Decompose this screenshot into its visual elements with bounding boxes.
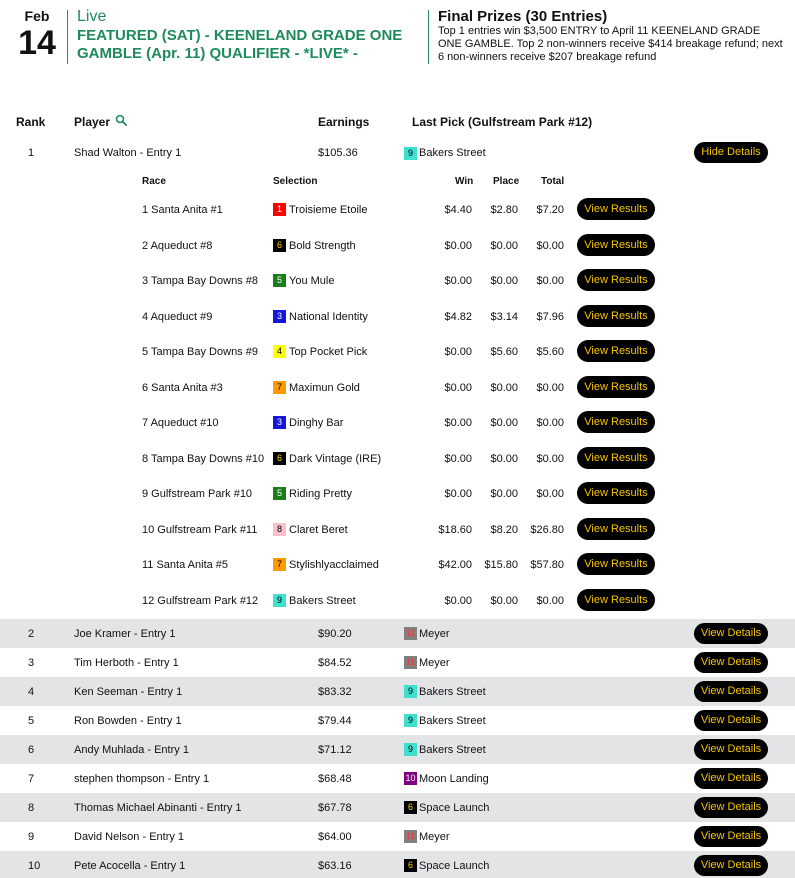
selection-name: Claret Beret <box>289 523 348 536</box>
post-number-badge: 9 <box>404 743 417 756</box>
earnings-value: $64.00 <box>318 831 352 843</box>
total-value: $0.00 <box>536 275 564 287</box>
view-details-button[interactable]: View Details <box>694 768 768 789</box>
race-column-header: Race <box>142 176 166 187</box>
place-value: $0.00 <box>490 275 518 287</box>
player-name: stephen thompson - Entry 1 <box>74 773 210 785</box>
standings-row <box>0 706 795 735</box>
win-value: $0.00 <box>444 381 472 394</box>
date-day: 14 <box>18 24 56 62</box>
last-pick-name: Bakers Street <box>419 744 486 756</box>
post-number-badge: 6 <box>273 452 286 465</box>
total-value: $0.00 <box>536 594 564 607</box>
rank-value: 7 <box>28 773 35 785</box>
race-detail-row <box>0 405 795 440</box>
last-pick-name: Meyer <box>419 657 450 669</box>
win-value: $0.00 <box>444 594 472 607</box>
race-name: 11 Santa Anita #5 <box>142 559 229 571</box>
selection-name: You Mule <box>289 275 335 287</box>
selection-name: National Identity <box>289 310 368 323</box>
total-column-header: Total <box>541 176 565 187</box>
standings-row <box>0 851 795 878</box>
rank-value: 4 <box>28 686 35 698</box>
race-detail-row <box>0 192 795 227</box>
contest-header <box>0 0 795 70</box>
rank-value: 5 <box>28 715 35 727</box>
post-number-badge: 7 <box>273 558 286 571</box>
selection-name: Stylishlyacclaimed <box>289 559 379 571</box>
post-number-badge: 5 <box>273 487 286 500</box>
player-column-header: Player <box>74 115 111 129</box>
race-detail-row <box>0 263 795 298</box>
player-name: Thomas Michael Abinanti - Entry 1 <box>74 802 242 814</box>
last-pick-name: Bakers Street <box>419 715 486 727</box>
earnings-value: $105.36 <box>318 147 358 159</box>
last-pick-name: Moon Landing <box>419 773 489 785</box>
earnings-value: $68.48 <box>318 773 352 785</box>
total-value: $0.00 <box>536 488 564 500</box>
selection-name: Riding Pretty <box>289 488 352 500</box>
prizes-description: Top 1 entries win $3,500 ENTRY to April 11 KEENELAND GRADE ONE GAMBLE. Top 2 non-winners receive $414 breakage refund; next 6 non-winners receive $207 breakage refund <box>438 25 783 63</box>
earnings-value: $79.44 <box>318 715 352 727</box>
place-value: $15.80 <box>484 559 518 571</box>
post-number-badge: 11 <box>405 657 416 667</box>
total-value: $0.00 <box>536 417 564 429</box>
race-detail-row <box>0 547 795 582</box>
win-value: $0.00 <box>444 346 472 358</box>
race-name: 7 Aqueduct #10 <box>142 417 219 429</box>
player-name: Ken Seeman - Entry 1 <box>74 686 183 698</box>
view-details-button[interactable]: View Details <box>694 826 768 847</box>
post-number-badge: 11 <box>405 628 416 638</box>
rank-column-header: Rank <box>16 115 46 129</box>
player-name: Pete Acocella - Entry 1 <box>74 860 186 872</box>
place-value: $0.00 <box>490 417 518 429</box>
selection-name: Bakers Street <box>289 594 356 607</box>
selection-name: Maximun Gold <box>289 381 360 394</box>
post-number-badge: 9 <box>404 147 417 160</box>
view-details-button[interactable]: View Details <box>694 739 768 760</box>
place-value: $8.20 <box>490 523 518 536</box>
post-number-badge: 9 <box>404 714 417 727</box>
post-number-badge: 9 <box>404 685 417 698</box>
standings-row <box>0 619 795 648</box>
view-results-button[interactable]: View Results <box>577 411 655 433</box>
standings-row <box>0 677 795 706</box>
race-detail-row <box>0 476 795 511</box>
view-details-button[interactable]: View Details <box>694 681 768 702</box>
total-value: $7.20 <box>536 204 564 216</box>
place-value: $5.60 <box>490 346 518 358</box>
win-value: $4.40 <box>444 204 472 216</box>
last-pick-name: Bakers Street <box>419 147 486 159</box>
earnings-column-header: Earnings <box>318 115 370 129</box>
post-number-badge: 8 <box>273 523 286 536</box>
view-details-button[interactable]: View Details <box>694 710 768 731</box>
place-value: $3.14 <box>490 310 518 323</box>
live-status: Live <box>77 8 107 25</box>
win-value: $0.00 <box>444 417 472 429</box>
post-number-badge: 6 <box>404 859 417 872</box>
last-pick-name: Space Launch <box>419 860 490 872</box>
rank-value: 6 <box>28 744 35 756</box>
selection-name: Top Pocket Pick <box>289 346 368 358</box>
earnings-value: $84.52 <box>318 657 352 669</box>
standings-row <box>0 793 795 822</box>
win-column-header: Win <box>455 176 474 187</box>
standings-row <box>0 735 795 764</box>
post-number-badge: 6 <box>404 801 417 814</box>
view-results-button[interactable]: View Results <box>577 305 655 327</box>
place-value: $0.00 <box>490 488 518 500</box>
race-detail-row <box>0 370 795 405</box>
view-results-button[interactable]: View Results <box>577 198 655 220</box>
player-name: Tim Herboth - Entry 1 <box>74 657 179 669</box>
selection-column-header: Selection <box>273 176 318 187</box>
view-results-button[interactable]: View Results <box>577 340 655 362</box>
view-results-button[interactable]: View Results <box>577 376 655 398</box>
race-name: 8 Tampa Bay Downs #10 <box>142 452 265 465</box>
race-detail-row <box>0 228 795 263</box>
rank-value: 3 <box>28 657 35 669</box>
win-value: $0.00 <box>444 239 472 252</box>
last-pick-name: Meyer <box>419 831 450 843</box>
total-value: $5.60 <box>536 346 564 358</box>
player-name: Joe Kramer - Entry 1 <box>74 628 176 640</box>
post-number-badge: 3 <box>273 310 286 323</box>
race-detail-row <box>0 583 795 618</box>
view-results-button[interactable]: View Results <box>577 234 655 256</box>
view-results-button[interactable]: View Results <box>577 269 655 291</box>
last-pick-name: Space Launch <box>419 802 490 814</box>
place-value: $0.00 <box>490 452 518 465</box>
last-pick-column-header: Last Pick (Gulfstream Park #12) <box>412 115 593 129</box>
total-value: $0.00 <box>536 381 564 394</box>
place-column-header: Place <box>493 176 520 187</box>
win-value: $0.00 <box>444 452 472 465</box>
win-value: $0.00 <box>444 488 472 500</box>
selection-name: Bold Strength <box>289 239 356 252</box>
rank-value: 10 <box>28 860 41 872</box>
race-name: 5 Tampa Bay Downs #9 <box>142 346 258 358</box>
post-number-badge: 4 <box>273 345 286 358</box>
earnings-value: $63.16 <box>318 860 352 872</box>
total-value: $57.80 <box>530 559 564 571</box>
race-detail-row <box>0 512 795 547</box>
earnings-value: $83.32 <box>318 686 352 698</box>
player-name: Ron Bowden - Entry 1 <box>74 715 182 727</box>
header-divider <box>428 10 429 64</box>
total-value: $26.80 <box>530 523 564 536</box>
header-divider <box>67 10 68 64</box>
last-pick-name: Meyer <box>419 628 450 640</box>
player-name: Shad Walton - Entry 1 <box>74 147 182 159</box>
earnings-value: $90.20 <box>318 628 352 640</box>
post-number-badge: 3 <box>273 416 286 429</box>
player-name: Andy Muhlada - Entry 1 <box>74 744 189 756</box>
date-month: Feb <box>24 8 50 24</box>
win-value: $4.82 <box>444 310 472 323</box>
post-number-badge: 11 <box>405 831 416 841</box>
place-value: $0.00 <box>490 594 518 607</box>
win-value: $18.60 <box>438 523 472 536</box>
race-detail-row <box>0 441 795 476</box>
race-name: 2 Aqueduct #8 <box>142 239 213 252</box>
last-pick-name: Bakers Street <box>419 686 486 698</box>
post-number-badge: 5 <box>273 274 286 287</box>
standings-row <box>0 764 795 793</box>
earnings-value: $71.12 <box>318 744 352 756</box>
contest-date <box>14 8 60 61</box>
selection-name: Dinghy Bar <box>289 417 344 429</box>
selection-name: Troisieme Etoile <box>289 204 368 216</box>
place-value: $0.00 <box>490 239 518 252</box>
earnings-value: $67.78 <box>318 802 352 814</box>
post-number-badge: 6 <box>273 239 286 252</box>
rank-value: 8 <box>28 802 35 814</box>
post-number-badge: 10 <box>405 773 416 783</box>
rank-value: 9 <box>28 831 35 843</box>
standings-row <box>0 648 795 677</box>
race-name: 10 Gulfstream Park #11 <box>142 523 258 536</box>
view-results-button[interactable]: View Results <box>577 589 655 611</box>
place-value: $0.00 <box>490 381 518 394</box>
total-value: $7.96 <box>536 310 564 323</box>
view-results-button[interactable]: View Results <box>577 482 655 504</box>
race-name: 3 Tampa Bay Downs #8 <box>142 275 258 287</box>
view-results-button[interactable]: View Results <box>577 447 655 469</box>
view-details-button[interactable]: View Details <box>694 855 768 876</box>
win-value: $42.00 <box>438 559 472 571</box>
rank-value: 1 <box>28 147 35 159</box>
race-detail-row <box>0 334 795 369</box>
standings-row <box>0 822 795 851</box>
view-details-button[interactable]: View Details <box>694 623 768 644</box>
post-number-badge: 7 <box>273 381 286 394</box>
race-name: 9 Gulfstream Park #10 <box>142 488 253 500</box>
selection-name: Dark Vintage (IRE) <box>289 452 382 465</box>
prizes-heading: Final Prizes (30 Entries) <box>438 8 608 25</box>
view-details-button[interactable]: View Details <box>694 652 768 673</box>
view-results-button[interactable]: View Results <box>577 553 655 575</box>
view-results-button[interactable]: View Results <box>577 518 655 540</box>
hide-details-button[interactable]: Hide Details <box>694 142 768 163</box>
standings-row-expanded <box>0 140 795 166</box>
race-name: 4 Aqueduct #9 <box>142 310 213 323</box>
win-value: $0.00 <box>444 275 472 287</box>
post-number-badge: 9 <box>273 594 286 607</box>
place-value: $2.80 <box>490 204 518 216</box>
total-value: $0.00 <box>536 452 564 465</box>
post-number-badge: 1 <box>273 203 286 216</box>
race-name: 1 Santa Anita #1 <box>142 204 223 216</box>
race-detail-row <box>0 299 795 334</box>
player-name: David Nelson - Entry 1 <box>74 831 185 843</box>
search-icon[interactable] <box>115 114 127 126</box>
total-value: $0.00 <box>536 239 564 252</box>
race-name: 12 Gulfstream Park #12 <box>142 594 259 607</box>
race-name: 6 Santa Anita #3 <box>142 381 223 394</box>
rank-value: 2 <box>28 628 35 640</box>
contest-title: FEATURED (SAT) - KEENELAND GRADE ONE GAMBLE (Apr. 11) QUALIFIER - *LIVE* - <box>77 27 403 62</box>
view-details-button[interactable]: View Details <box>694 797 768 818</box>
